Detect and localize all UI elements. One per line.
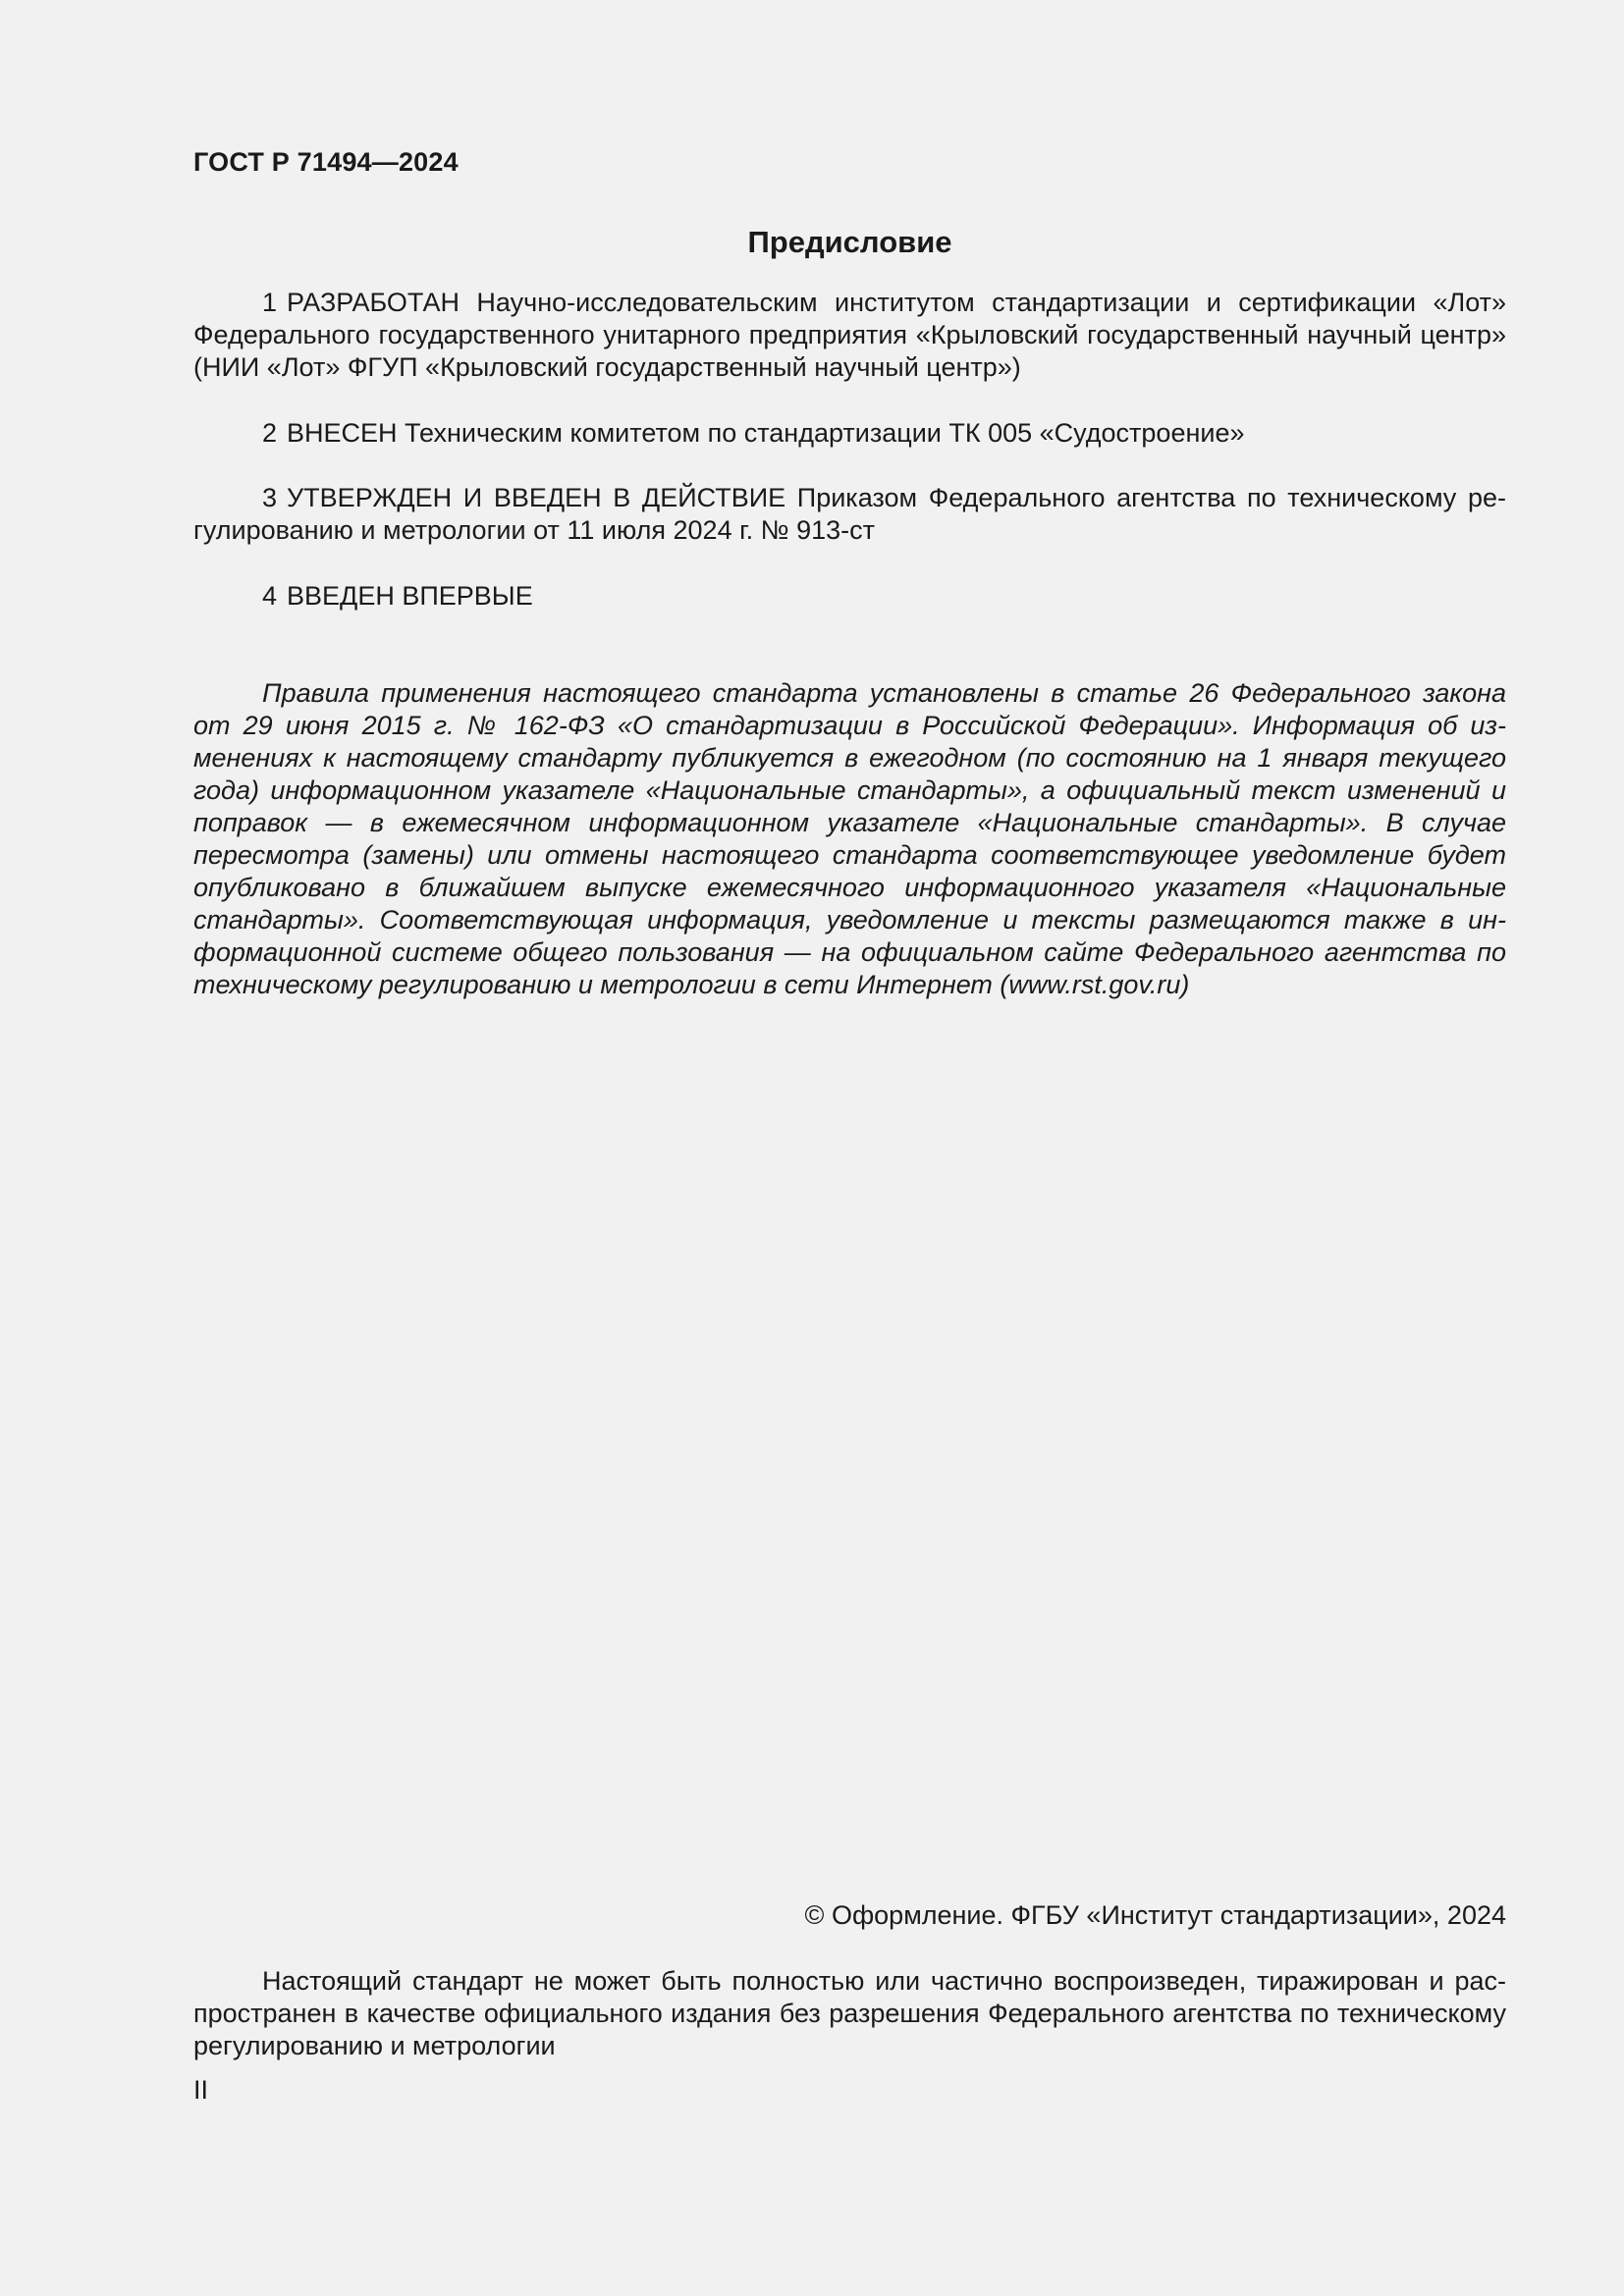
document-page [193,0,1506,2296]
foreword-item-submitted [193,417,1506,450]
item-text: ВНЕСЕН Техническим комитетом по стандартизации ТК 005 «Судостроение» [287,418,1245,448]
page-title: Предисловие [747,225,952,259]
item-text: ВВЕДЕН ВПЕРВЫЕ [287,581,533,611]
foreword-item-developed [193,287,1506,384]
foreword-item-introduced [193,580,1506,613]
copyright-line: © Оформление. ФГБУ «Институт стандартизации», 2024 [804,1900,1506,1930]
item-text: РАЗРАБОТАН Научно-исследовательским институтом стандартизации и сертификации «Лот» Федерального государственного унитарного предприятия «Крыловский государственный научный центр» (НИИ «Лот» ФГУП «Крыловский государственный научный центр») [193,288,1506,382]
page-number: II [193,2075,209,2105]
foreword-item-approved [193,482,1506,547]
reproduction-notice: Настоящий стандарт не может быть полностью или частично воспроизведен, тиражирован и распространен в качестве официального издания без разрешения Федерального агентства по техническому регулированию и метрологии [193,1966,1506,2060]
item-number: 1 [262,288,278,317]
document-code: ГОСТ Р 71494—2024 [193,147,459,177]
item-number: 3 [262,483,278,512]
application-rules-paragraph: Правила применения настоящего стандарта установлены в статье 26 Федерального закона от 29 июня 2015 г. № 162-ФЗ «О стандартизации в Российской Федерации». Информация об изменениях к настоящему стандарту публикуется в ежегодном (по состоянию на 1 января текущего года) информационном указателе «Национальные стандарты», а официальный текст изменений и поправок — в ежемесячном информационном указателе «Национальные стандарты». В случае пересмотра (замены) или отмены настоящего стандарта соответствующее уведомление будет опубликовано в ближайшем выпуске ежемесячного информационного указателя «Национальные стандарты». Соответствующая информация, уведомление и тексты размещаются также в информационной системе общего пользования — на официальном сайте Федерального агентства по техническому регулированию и метрологии в сети Интернет (www.rst.gov.ru) [193,678,1506,999]
item-number: 4 [262,581,278,611]
item-number: 2 [262,418,278,448]
item-text: УТВЕРЖДЕН И ВВЕДЕН В ДЕЙСТВИЕ Приказом Федерального агентства по техническому регулированию и метрологии от 11 июля 2024 г. № 913-ст [193,483,1506,545]
